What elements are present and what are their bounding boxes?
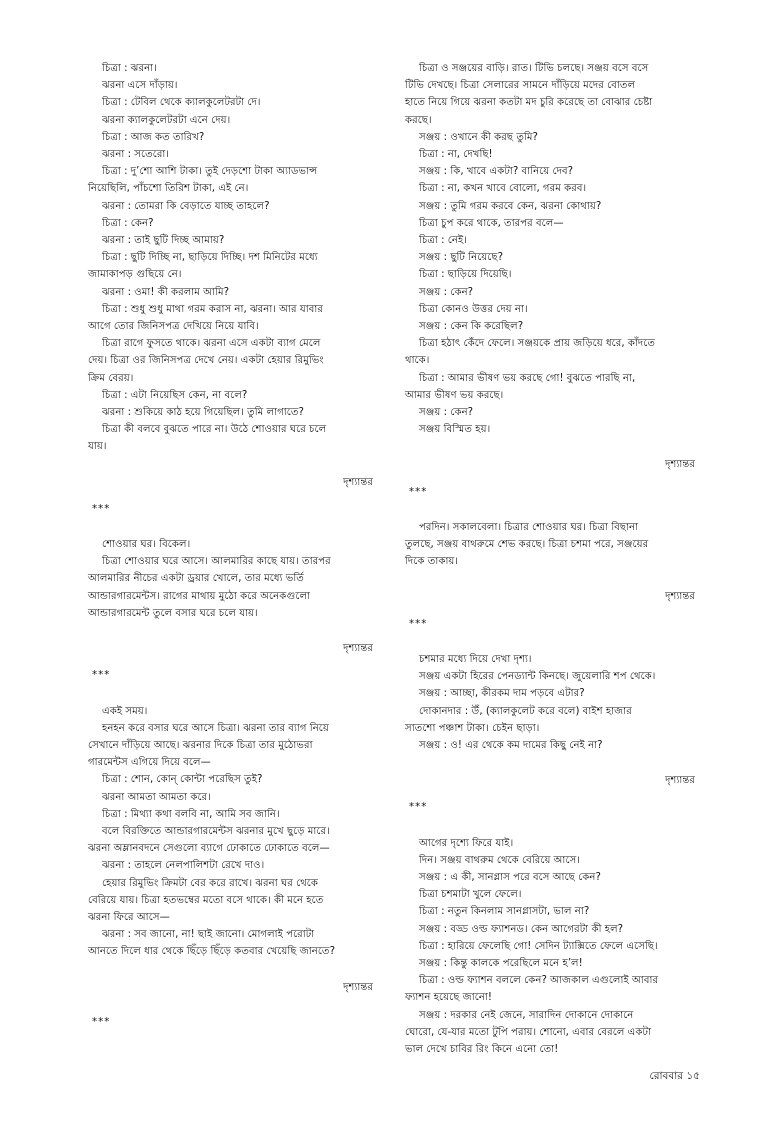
section-separator: *** (92, 670, 111, 682)
text-line: পরদিন। সকালবেলা। চিত্রার শোওয়ার ঘর। চিত্রা বিছানা (419, 521, 639, 533)
text-line: বলে বিরক্তিতে আন্ডারগারমেন্টস ঝরনার মুখে ছুড়ে মারে। (102, 825, 330, 837)
scene-break: দৃশ্যান্তর (343, 476, 373, 488)
section-separator: *** (409, 802, 428, 814)
spacer (88, 961, 373, 979)
text-line: নিয়েছিলি, পাঁচশো তিরিশ টাকা, এই নে। (88, 183, 249, 195)
text-line: ঝরনা : তাই ছুটি দিচ্ছ আমায়? (102, 235, 225, 247)
text-line: চিত্রা : টেবিল থেকে ক্যালকুলেটরটা দে। (102, 97, 261, 109)
text-line: থাকে। (405, 355, 430, 367)
text-line: সঞ্জয় : দরকার নেই জেনে, সারাদিন দোকানে দোকানে (419, 1009, 634, 1021)
spacer (405, 633, 695, 651)
text-line: দিন। সঞ্জয় বাথরুম থেকে বেরিয়ে আসে। (419, 854, 581, 866)
text-line: দোকানদার : উঁ, (ক্যালকুলেট করে বলে) বাইশ হাজার (419, 705, 632, 717)
scene-break: দৃশ্যান্তর (343, 981, 373, 993)
right-column (405, 60, 695, 1058)
text-line: সঞ্জয় : ও! এর থেকে কম দামের কিছু নেই না? (419, 739, 603, 751)
spacer (405, 754, 695, 772)
text-line: জামাকাপড় গুছিয়ে নে। (88, 269, 182, 281)
text-line: চিত্রা : না, কখন খাবে বোলো, গরম করব। (419, 183, 587, 195)
spacer (88, 518, 373, 536)
text-line: চিত্রা চশমাটা খুলে ফেলে। (419, 889, 522, 901)
text-line: ঝরনা : ওমা! কী করলাম আমি? (102, 286, 230, 298)
spacer (405, 501, 695, 519)
text-line: চিত্রা : শুধু শুধু মাথা গরম করাস না, ঝরনা। আর যাবার (102, 303, 323, 315)
text-line: চিত্রা : আজ কত তারিখ? (102, 131, 205, 143)
text-line: চিত্রা : কেন? (102, 217, 154, 229)
text-line: চিত্রা : এটা নিয়েছিস কেন, না বলে? (102, 389, 248, 401)
text-line: ঝরনা : সব জানো, না! ছাই জানো। মোগলাই পরোটা (102, 929, 315, 941)
text-line: সঞ্জয় : বড্ড ওল্ড ফ্যাশনড। কেন আগেরটা কী হল? (419, 923, 624, 935)
text-line: চশমার মধ্যে দিয়ে দেখা দৃশ্য। (419, 653, 532, 665)
text-line: সঞ্জয় : ছুটি নিয়েছে? (419, 252, 503, 264)
text-line: ঝরনা : তাহলে নেলপালিশটা রেখে দাও। (102, 860, 265, 872)
text-line: সঞ্জয় : কি, খাবে একটা? বানিয়ে দেব? (419, 166, 574, 178)
text-line: সঞ্জয় : কেন? (419, 286, 474, 298)
text-line: তুলছে, সঞ্জয় বাথরুমে শেভ করছে। চিত্রা চশমা পরে, সঞ্জয়ের (405, 539, 649, 551)
text-line: দিকে তাকায়। (405, 556, 459, 568)
text-line: আন্ডারগারমেন্ট তুলে বসার ঘরে চলে যায়। (88, 607, 258, 619)
text-line: সঞ্জয় একটা হিরের পেনড্যান্ট কিনছে। জুয়েলারি শপ থেকে। (419, 671, 656, 683)
text-line: চিত্রা : না, দেখছি! (419, 149, 493, 161)
text-line: চিত্রা : দু’শো আশি টাকা। তুই দেড়শো টাকা অ্যাডভান্স (102, 166, 318, 178)
text-line: চিত্রা ও সঞ্জয়ের বাড়ি। রাত। টিভি চলছে। সঞ্জয় বসে বসে (419, 63, 649, 74)
spacer (405, 474, 695, 484)
spacer (405, 817, 695, 835)
spacer (405, 789, 695, 799)
scene-break: দৃশ্যান্তর (665, 591, 695, 603)
text-line: ঝরনা এসে দাঁড়ায়। (102, 80, 178, 92)
text-line: চিত্রা : ছুটি দিচ্ছি না, ছাড়িয়ে দিচ্ছি। দশ মিনিটের মধ্যে (102, 252, 318, 264)
text-line: চিত্রা : মিথ্যা কথা বলবি না, আমি সব জানি। (102, 808, 280, 820)
text-line: চিত্রা : আমার ভীষণ ভয় করছে গো! বুঝতে পারছি না, (419, 372, 636, 384)
spacer (88, 657, 373, 667)
section-separator: *** (409, 618, 428, 630)
text-line: চিত্রা শোওয়ার ঘরে আসে। আলমারির কাছে যায়। তারপর (102, 556, 331, 568)
text-line: সঞ্জয় : এ কী, সানগ্লাস পরে বসে আছে কেন? (419, 871, 601, 883)
text-line: ঝরনা : শুকিয়ে কাঠ হয়ে গিয়েছিল। তুমি লাগাতে? (102, 407, 304, 419)
spacer (405, 570, 695, 588)
left-column (88, 60, 373, 1031)
text-line: চিত্রা চুপ করে থাকে, তারপর বলে— (419, 217, 564, 229)
text-line: সঞ্জয় : কেন কি করেছিল? (419, 321, 524, 333)
spacer (405, 438, 695, 456)
text-line: সঞ্জয় : কিন্তু কালকে পরেছিলে মনে হ’ল! (419, 957, 583, 969)
scene-break: দৃশ্যান্তর (665, 775, 695, 787)
spacer (88, 996, 373, 1014)
text-line: ক্রিম বেরয়। (88, 372, 134, 384)
text-line: টিভি দেখছে। চিত্রা সেলারের সামনে দাঁড়িয়ে মদের বোতল (405, 80, 636, 92)
text-line: চিত্রা : হারিয়ে ফেলেছি গো! সেদিন ট্যাক্সিতে ফেলে এসেছি। (419, 940, 658, 952)
text-line: সেখানে দাঁড়িয়ে আছে। ঝরনার দিকে চিত্রা তার মুঠোভরা (88, 739, 313, 751)
text-line: ঝরনা : সতেরো। (102, 149, 170, 161)
text-line: চিত্রা : ওল্ড ফ্যাশন বললে কেন? আজকাল এগুলোই আবার (419, 975, 659, 987)
text-line: সঞ্জয় : কেন? (419, 407, 474, 419)
spacer (88, 491, 373, 501)
text-line: আগে তোর জিনিসপত্র দেখিয়ে নিয়ে যাবি। (88, 321, 259, 333)
text-line: আন্ডারগারমেন্টস। রাগের মাথায় মুঠো করে অনেকগুলো (88, 590, 311, 602)
section-separator: *** (409, 486, 428, 498)
spacer (88, 685, 373, 703)
text-line: সঞ্জয় : ওখানে কী করছ তুমি? (419, 131, 538, 143)
page-footer: রোববার ১৫ (649, 1070, 700, 1082)
spacer (88, 622, 373, 640)
text-line: দেয়। চিত্রা ওর জিনিসপত্র দেখে নেয়। একটা হেয়ার রিমুভিং (88, 355, 324, 367)
text-line: বেরিয়ে যায়। চিত্রা হতভম্বের মতো বসে থাকে। কী মনে হতে (88, 894, 324, 906)
text-line: আলমারির নীচের একটা ড্রয়ার খোলে, তার মধ্যে ভর্তি (88, 573, 304, 585)
scene-break: দৃশ্যান্তর (343, 643, 373, 655)
text-line: গারমেন্টস এগিয়ে দিয়ে বলে— (88, 757, 211, 769)
text-line: সঞ্জয় বিস্মিত হয়। (419, 424, 491, 436)
text-line: চিত্রা রাগে ফুসতে থাকে। ঝরনা এসে একটা ব্যাগ মেলে (102, 338, 321, 350)
text-line: চিত্রা : শোন, কোন্ কোন্টা পরেছিস তুই? (102, 774, 263, 786)
text-line: ঝরনা আমতা আমতা করে। (102, 791, 211, 803)
spacer (405, 606, 695, 616)
text-line: চিত্রা : ঝরনা। (102, 63, 157, 74)
text-line: চিত্রা কোনও উত্তর দেয় না। (419, 303, 528, 315)
section-separator: *** (92, 1016, 111, 1028)
text-line: ঝরনা ক্যালকুলেটরটা এনে দেয়। (102, 114, 231, 126)
text-line: হনহন করে বসার ঘরে আসে চিত্রা। ঝরনা তার ব্যাগ নিয়ে (102, 722, 329, 734)
text-line: আমার ভীষণ ভয় করছে। (405, 389, 504, 401)
text-line: যায়। (88, 441, 107, 453)
text-line: করছে। (405, 114, 432, 126)
text-line: ঝরনা অম্লানবদনে সেগুলো ব্যাগে ঢোকাতে ঢোকাতে বলে— (88, 843, 330, 855)
text-line: একই সময়। (102, 705, 148, 717)
text-line: সঞ্জয় : আচ্ছা, কীরকম দাম পড়বে এটার? (419, 688, 585, 700)
text-line: শোওয়ার ঘর। বিকেল। (102, 539, 191, 551)
text-line: ঘোরো, যে-যার মতো টুপি পরায়। শোনো, এবার বেরলে একটা (405, 1026, 652, 1038)
text-line: ঝরনা ফিরে আসে— (88, 911, 170, 923)
text-line: হাতে নিয়ে গিয়ে ঝরনা কতটা মদ চুরি করেছে তা বোঝার চেষ্টা (405, 97, 653, 109)
text-line: চিত্রা হঠাৎ কেঁদে ফেলে। সঞ্জয়কে প্রায় জড়িয়ে ধরে, কাঁদতে (419, 338, 655, 350)
text-line: ভাল দেখে চাবির রিং কিনে এনো তো! (405, 1043, 559, 1055)
text-line: সঞ্জয় : তুমি গরম করবে কেন, ঝরনা কোথায়? (419, 200, 602, 212)
spacer (88, 456, 373, 474)
text-line: সাতশো পঞ্চাশ টাকা। চেইন ছাড়া। (405, 722, 540, 734)
text-line: চিত্রা : ছাড়িয়ে দিয়েছি। (419, 269, 512, 281)
text-line: হেয়ার রিমুভিং ক্রিমটা বের করে রাখে। ঝরনা ঘর থেকে (102, 877, 319, 889)
text-line: আনতে দিলে ধার থেকে ছিঁড়ে ছিঁড়ে কতবার খেয়েছি জানতে? (88, 946, 335, 958)
scene-break: দৃশ্যান্তর (665, 459, 695, 471)
text-line: ফ্যাশন হয়েছে জানো! (405, 992, 492, 1004)
text-line: চিত্রা : নতুন কিনলাম সানগ্লাসটা, ভাল না? (419, 906, 590, 918)
text-line: চিত্রা কী বলবে বুঝতে পারে না। উঠে শোওয়ার ঘরে চলে (102, 424, 327, 436)
section-separator: *** (92, 503, 111, 515)
text-line: আগের দৃশ্যে ফিরে যাই। (419, 837, 514, 849)
text-line: ঝরনা : তোমরা কি বেড়াতে যাচ্ছ তাহলে? (102, 200, 270, 212)
text-line: চিত্রা : নেই। (419, 235, 467, 247)
